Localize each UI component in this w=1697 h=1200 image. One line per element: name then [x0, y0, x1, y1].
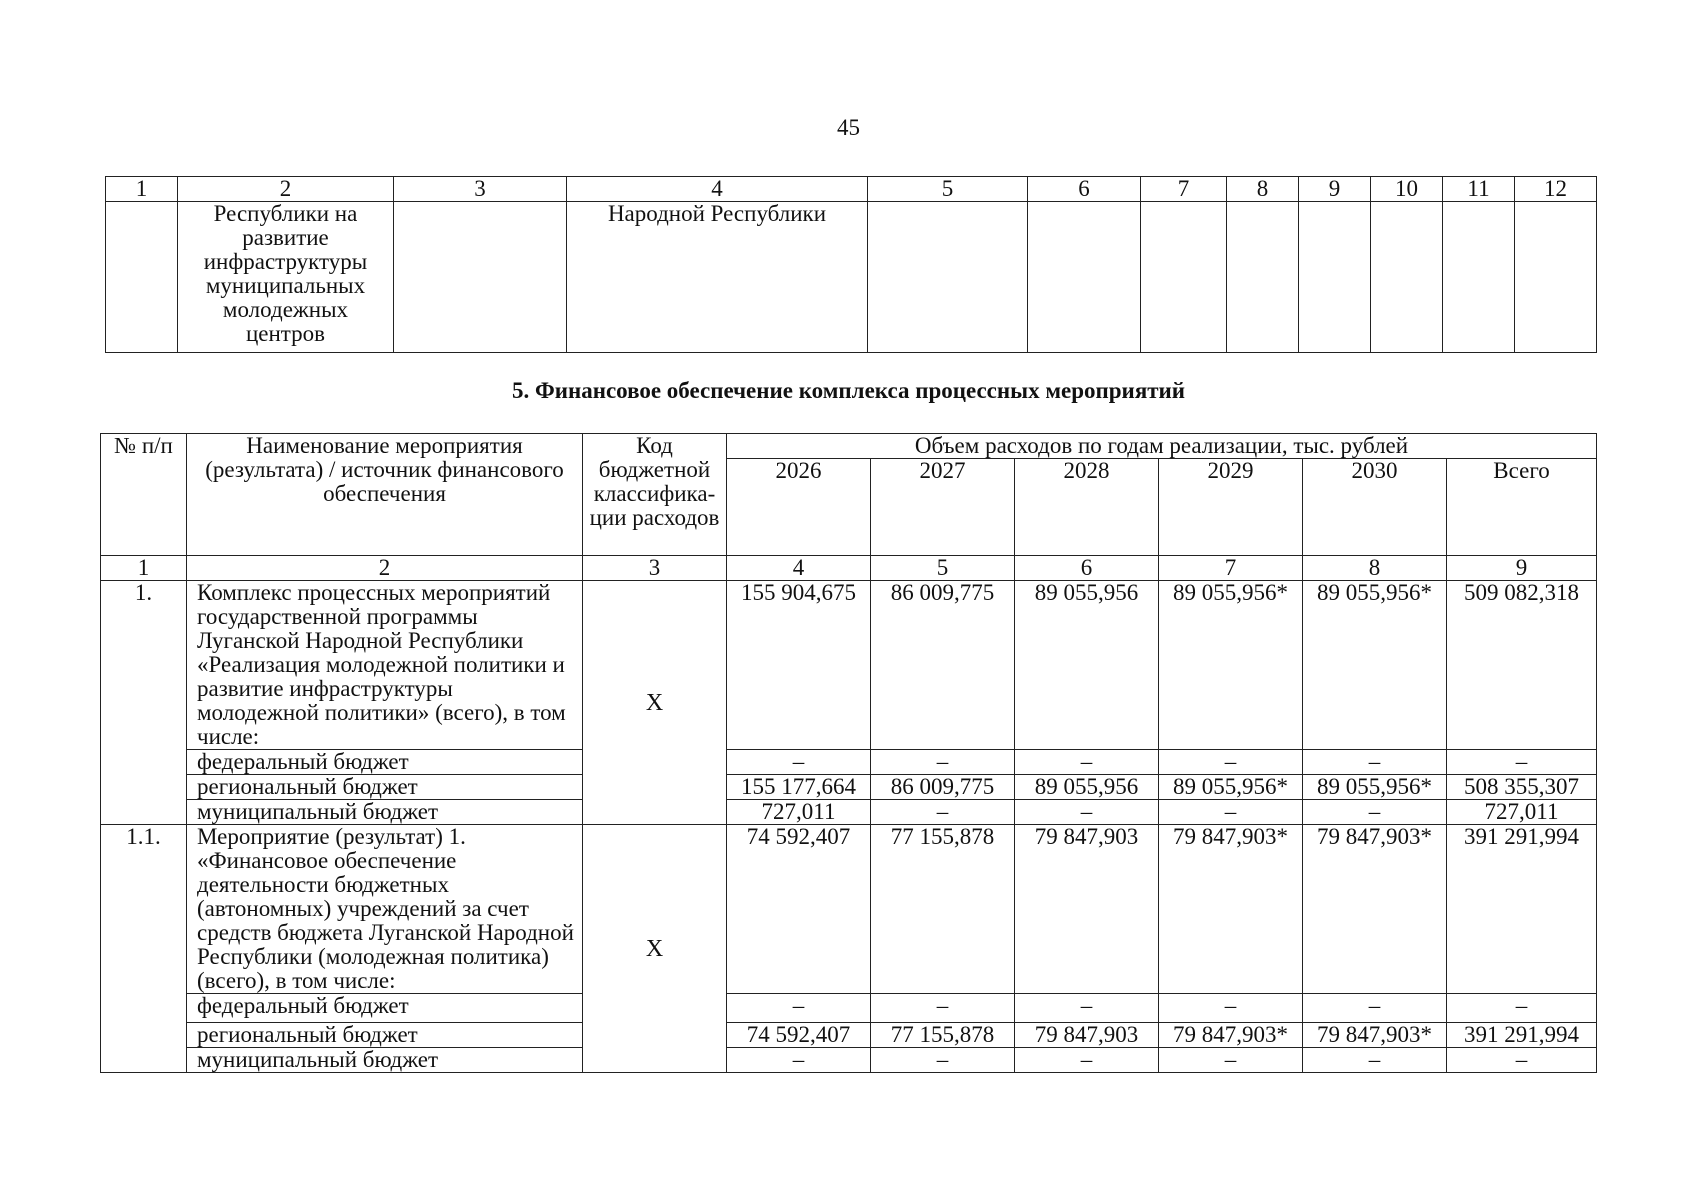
column-number: 11	[1443, 177, 1515, 202]
column-number: 4	[567, 177, 868, 202]
column-number: 9	[1447, 556, 1597, 581]
table-row	[101, 1048, 1597, 1073]
value-cell: 77 155,878	[871, 1023, 1015, 1048]
value-cell: 89 055,956*	[1303, 775, 1447, 800]
value-cell: –	[871, 800, 1015, 825]
column-number: 4	[727, 556, 871, 581]
header-year: 2030	[1303, 459, 1447, 556]
table-row	[101, 800, 1597, 825]
header-row	[101, 434, 1597, 459]
column-number: 6	[1015, 556, 1159, 581]
table-cell: Народной Республики	[567, 202, 868, 353]
value-cell: 727,011	[727, 800, 871, 825]
continuation-row	[106, 202, 1597, 353]
header-name: Наименование мероприятия (результата) / источник финансового обеспечения	[187, 434, 583, 556]
value-cell: 155 177,664	[727, 775, 871, 800]
header-num: № п/п	[101, 434, 187, 556]
continuation-header-row	[106, 177, 1597, 202]
budget-code: Х	[583, 581, 727, 825]
table-cell	[1299, 202, 1371, 353]
item-number: 1.1.	[101, 825, 187, 1073]
value-cell: –	[871, 1048, 1015, 1073]
value-cell: –	[1159, 800, 1303, 825]
value-cell: –	[1015, 994, 1159, 1023]
table-cell	[1141, 202, 1227, 353]
column-number: 8	[1227, 177, 1299, 202]
table-cell	[1227, 202, 1299, 353]
item-name: федеральный бюджет	[187, 750, 583, 775]
table-row	[101, 750, 1597, 775]
column-number: 12	[1515, 177, 1597, 202]
header-code: Код бюджетной классифика-ции расходов	[583, 434, 727, 556]
value-cell: 79 847,903	[1015, 1023, 1159, 1048]
value-cell: 89 055,956	[1015, 581, 1159, 750]
item-name: муниципальный бюджет	[187, 800, 583, 825]
table-row	[101, 994, 1597, 1023]
section-title: 5. Финансовое обеспечение комплекса процессных мероприятий	[511, 378, 1186, 403]
value-cell: 74 592,407	[727, 825, 871, 994]
value-cell: –	[727, 750, 871, 775]
column-number: 8	[1303, 556, 1447, 581]
table-row	[101, 825, 1597, 994]
column-number: 3	[394, 177, 567, 202]
value-cell: –	[1447, 750, 1597, 775]
header-volume: Объем расходов по годам реализации, тыс. рублей	[727, 434, 1597, 459]
value-cell: 391 291,994	[1447, 825, 1597, 994]
column-number: 7	[1159, 556, 1303, 581]
value-cell: 509 082,318	[1447, 581, 1597, 750]
column-number: 6	[1028, 177, 1141, 202]
table-cell	[1371, 202, 1443, 353]
value-cell: 79 847,903*	[1303, 825, 1447, 994]
value-cell: 727,011	[1447, 800, 1597, 825]
value-cell: 79 847,903*	[1303, 1023, 1447, 1048]
value-cell: 79 847,903	[1015, 825, 1159, 994]
table-row	[101, 775, 1597, 800]
value-cell: –	[1303, 1048, 1447, 1073]
budget-code: Х	[583, 825, 727, 1073]
column-number: 2	[187, 556, 583, 581]
column-number: 2	[178, 177, 394, 202]
finance-table	[100, 433, 1597, 1073]
value-cell: 508 355,307	[1447, 775, 1597, 800]
column-number: 10	[1371, 177, 1443, 202]
table-cell	[1515, 202, 1597, 353]
value-cell: 86 009,775	[871, 775, 1015, 800]
table-cell	[868, 202, 1028, 353]
value-cell: 89 055,956	[1015, 775, 1159, 800]
item-name: муниципальный бюджет	[187, 1048, 583, 1073]
continuation-table	[105, 176, 1597, 353]
item-name: федеральный бюджет	[187, 994, 583, 1023]
value-cell: –	[1159, 1048, 1303, 1073]
header-year: 2029	[1159, 459, 1303, 556]
value-cell: 89 055,956*	[1159, 581, 1303, 750]
value-cell: 89 055,956*	[1159, 775, 1303, 800]
value-cell: –	[1303, 994, 1447, 1023]
value-cell: –	[727, 1048, 871, 1073]
value-cell: –	[727, 994, 871, 1023]
header-year: 2027	[871, 459, 1015, 556]
value-cell: 89 055,956*	[1303, 581, 1447, 750]
value-cell: –	[1447, 1048, 1597, 1073]
header-year: 2026	[727, 459, 871, 556]
value-cell: 155 904,675	[727, 581, 871, 750]
item-number: 1.	[101, 581, 187, 825]
value-cell: –	[1303, 800, 1447, 825]
value-cell: –	[1015, 750, 1159, 775]
column-number: 5	[871, 556, 1015, 581]
header-total: Всего	[1447, 459, 1597, 556]
value-cell: –	[1303, 750, 1447, 775]
table-row	[101, 581, 1597, 750]
table-row	[101, 1023, 1597, 1048]
column-number: 9	[1299, 177, 1371, 202]
table-cell	[394, 202, 567, 353]
item-name: Мероприятие (результат) 1. «Финансовое обеспечение деятельности бюджетных (автономных) учреждений за счет средств бюджета Луганской Народной Республики (молодежная политика) (всего), в том числе:	[187, 825, 583, 994]
value-cell: 74 592,407	[727, 1023, 871, 1048]
value-cell: 86 009,775	[871, 581, 1015, 750]
column-number: 5	[868, 177, 1028, 202]
item-name: региональный бюджет	[187, 775, 583, 800]
value-cell: –	[1015, 800, 1159, 825]
value-cell: –	[1447, 994, 1597, 1023]
page-number: 45	[837, 115, 860, 140]
column-number: 7	[1141, 177, 1227, 202]
value-cell: 77 155,878	[871, 825, 1015, 994]
table-cell: Республики на развитие инфраструктуры муниципальных молодежных центров	[178, 202, 394, 353]
value-cell: –	[1159, 994, 1303, 1023]
column-numbers-row	[101, 556, 1597, 581]
value-cell: 79 847,903*	[1159, 1023, 1303, 1048]
table-cell	[1443, 202, 1515, 353]
column-number: 3	[583, 556, 727, 581]
column-number: 1	[101, 556, 187, 581]
header-year: 2028	[1015, 459, 1159, 556]
table-cell	[106, 202, 178, 353]
item-name: региональный бюджет	[187, 1023, 583, 1048]
value-cell: 391 291,994	[1447, 1023, 1597, 1048]
value-cell: –	[871, 750, 1015, 775]
value-cell: –	[1015, 1048, 1159, 1073]
value-cell: –	[871, 994, 1015, 1023]
column-number: 1	[106, 177, 178, 202]
table-cell	[1028, 202, 1141, 353]
item-name: Комплекс процессных мероприятий государственной программы Луганской Народной Республики «Реализация молодежной политики и развитие инфраструктуры молодежной политики» (всего), в том числе:	[187, 581, 583, 750]
value-cell: 79 847,903*	[1159, 825, 1303, 994]
value-cell: –	[1159, 750, 1303, 775]
